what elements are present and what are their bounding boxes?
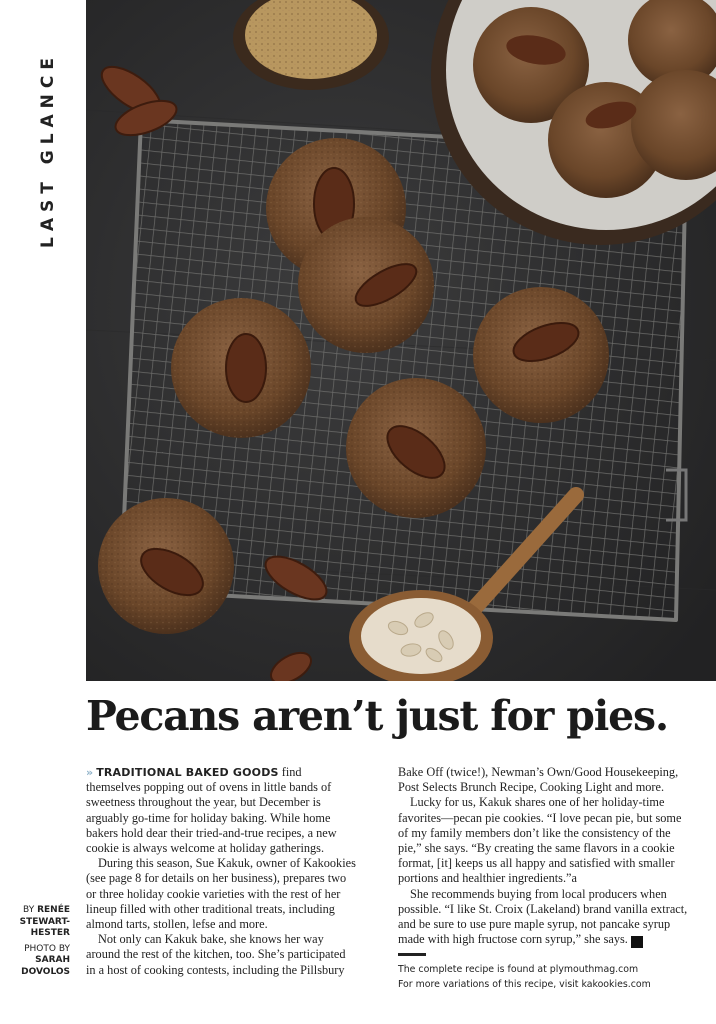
recipe-notes [398,963,698,992]
hero-photo [86,0,716,681]
paragraph-text: She recommends buying from local producers when possible. “I like St. Croix (Lakeland) brand vanilla extract, and be sure to use pure maple syrup, not pancake syrup made with high fructose corn syrup,” she says. [398,886,688,947]
article-column-2-content [398,765,690,948]
article-paragraph: During this season, Sue Kakuk, owner of Kakookies (see page 8 for details on her business), prepares two or three holiday cookie varieties with the rest of her lineup filled with other traditional treats, including almond tarts, stollen, lefse and more. [86,856,356,932]
headline: Pecans aren’t just for pies. [86,692,668,740]
recipe-note-2: For more variations of this recipe, visit kakookies.com [398,978,651,990]
article-paragraph: Not only can Kakuk bake, she knows her way around the rest of the kitchen, too. She’s participated in a host of cooking contests, including the Pillsbury [86,932,346,977]
article-column-1 [86,765,358,978]
section-label-text: LAST GLANCE [38,51,58,249]
author-name: RENÉE STEWART-HESTER [19,905,70,938]
lead-mark-icon: » [86,766,94,779]
byline [0,905,70,982]
article-paragraph-continued: Bake Off (twice!), Newman’s Own/Good Housekeeping, Post Selects Brunch Recipe, Cooking Light and more. [398,765,679,795]
byline-prefix: BY [23,905,35,915]
end-mark-icon: P [631,936,643,948]
photographer-name: SARAH DOVOLOS [21,955,70,977]
article-paragraph [398,887,690,949]
article-paragraph [86,765,358,856]
paragraph-text: find themselves popping out of ovens in little bands of sweetness throughout the year, but December is arguably go-time for holiday baking. While home bakers hold dear their tried-and-true recipes, a new cookie is always welcome at holiday gatherings. [86,765,337,856]
photo-credit-prefix: PHOTO BY [24,943,70,954]
notes-rule [398,953,426,956]
lead-in: TRADITIONAL BAKED GOODS [96,766,279,779]
section-label [0,0,86,310]
article-paragraph: Lucky for us, Kakuk shares one of her holiday-time favorites—pecan pie cookies. “I love pecan pie, but some of my family members don’t like the consistency of the pie,” she says. “By creating the same flavors in a cookie format, [it] keeps us all happy and satisfied with smaller portions and healthier ingredients.”a [398,795,682,886]
pecan-cookies-photo [86,0,716,681]
recipe-note-1: The complete recipe is found at plymouthmag.com [398,964,639,975]
